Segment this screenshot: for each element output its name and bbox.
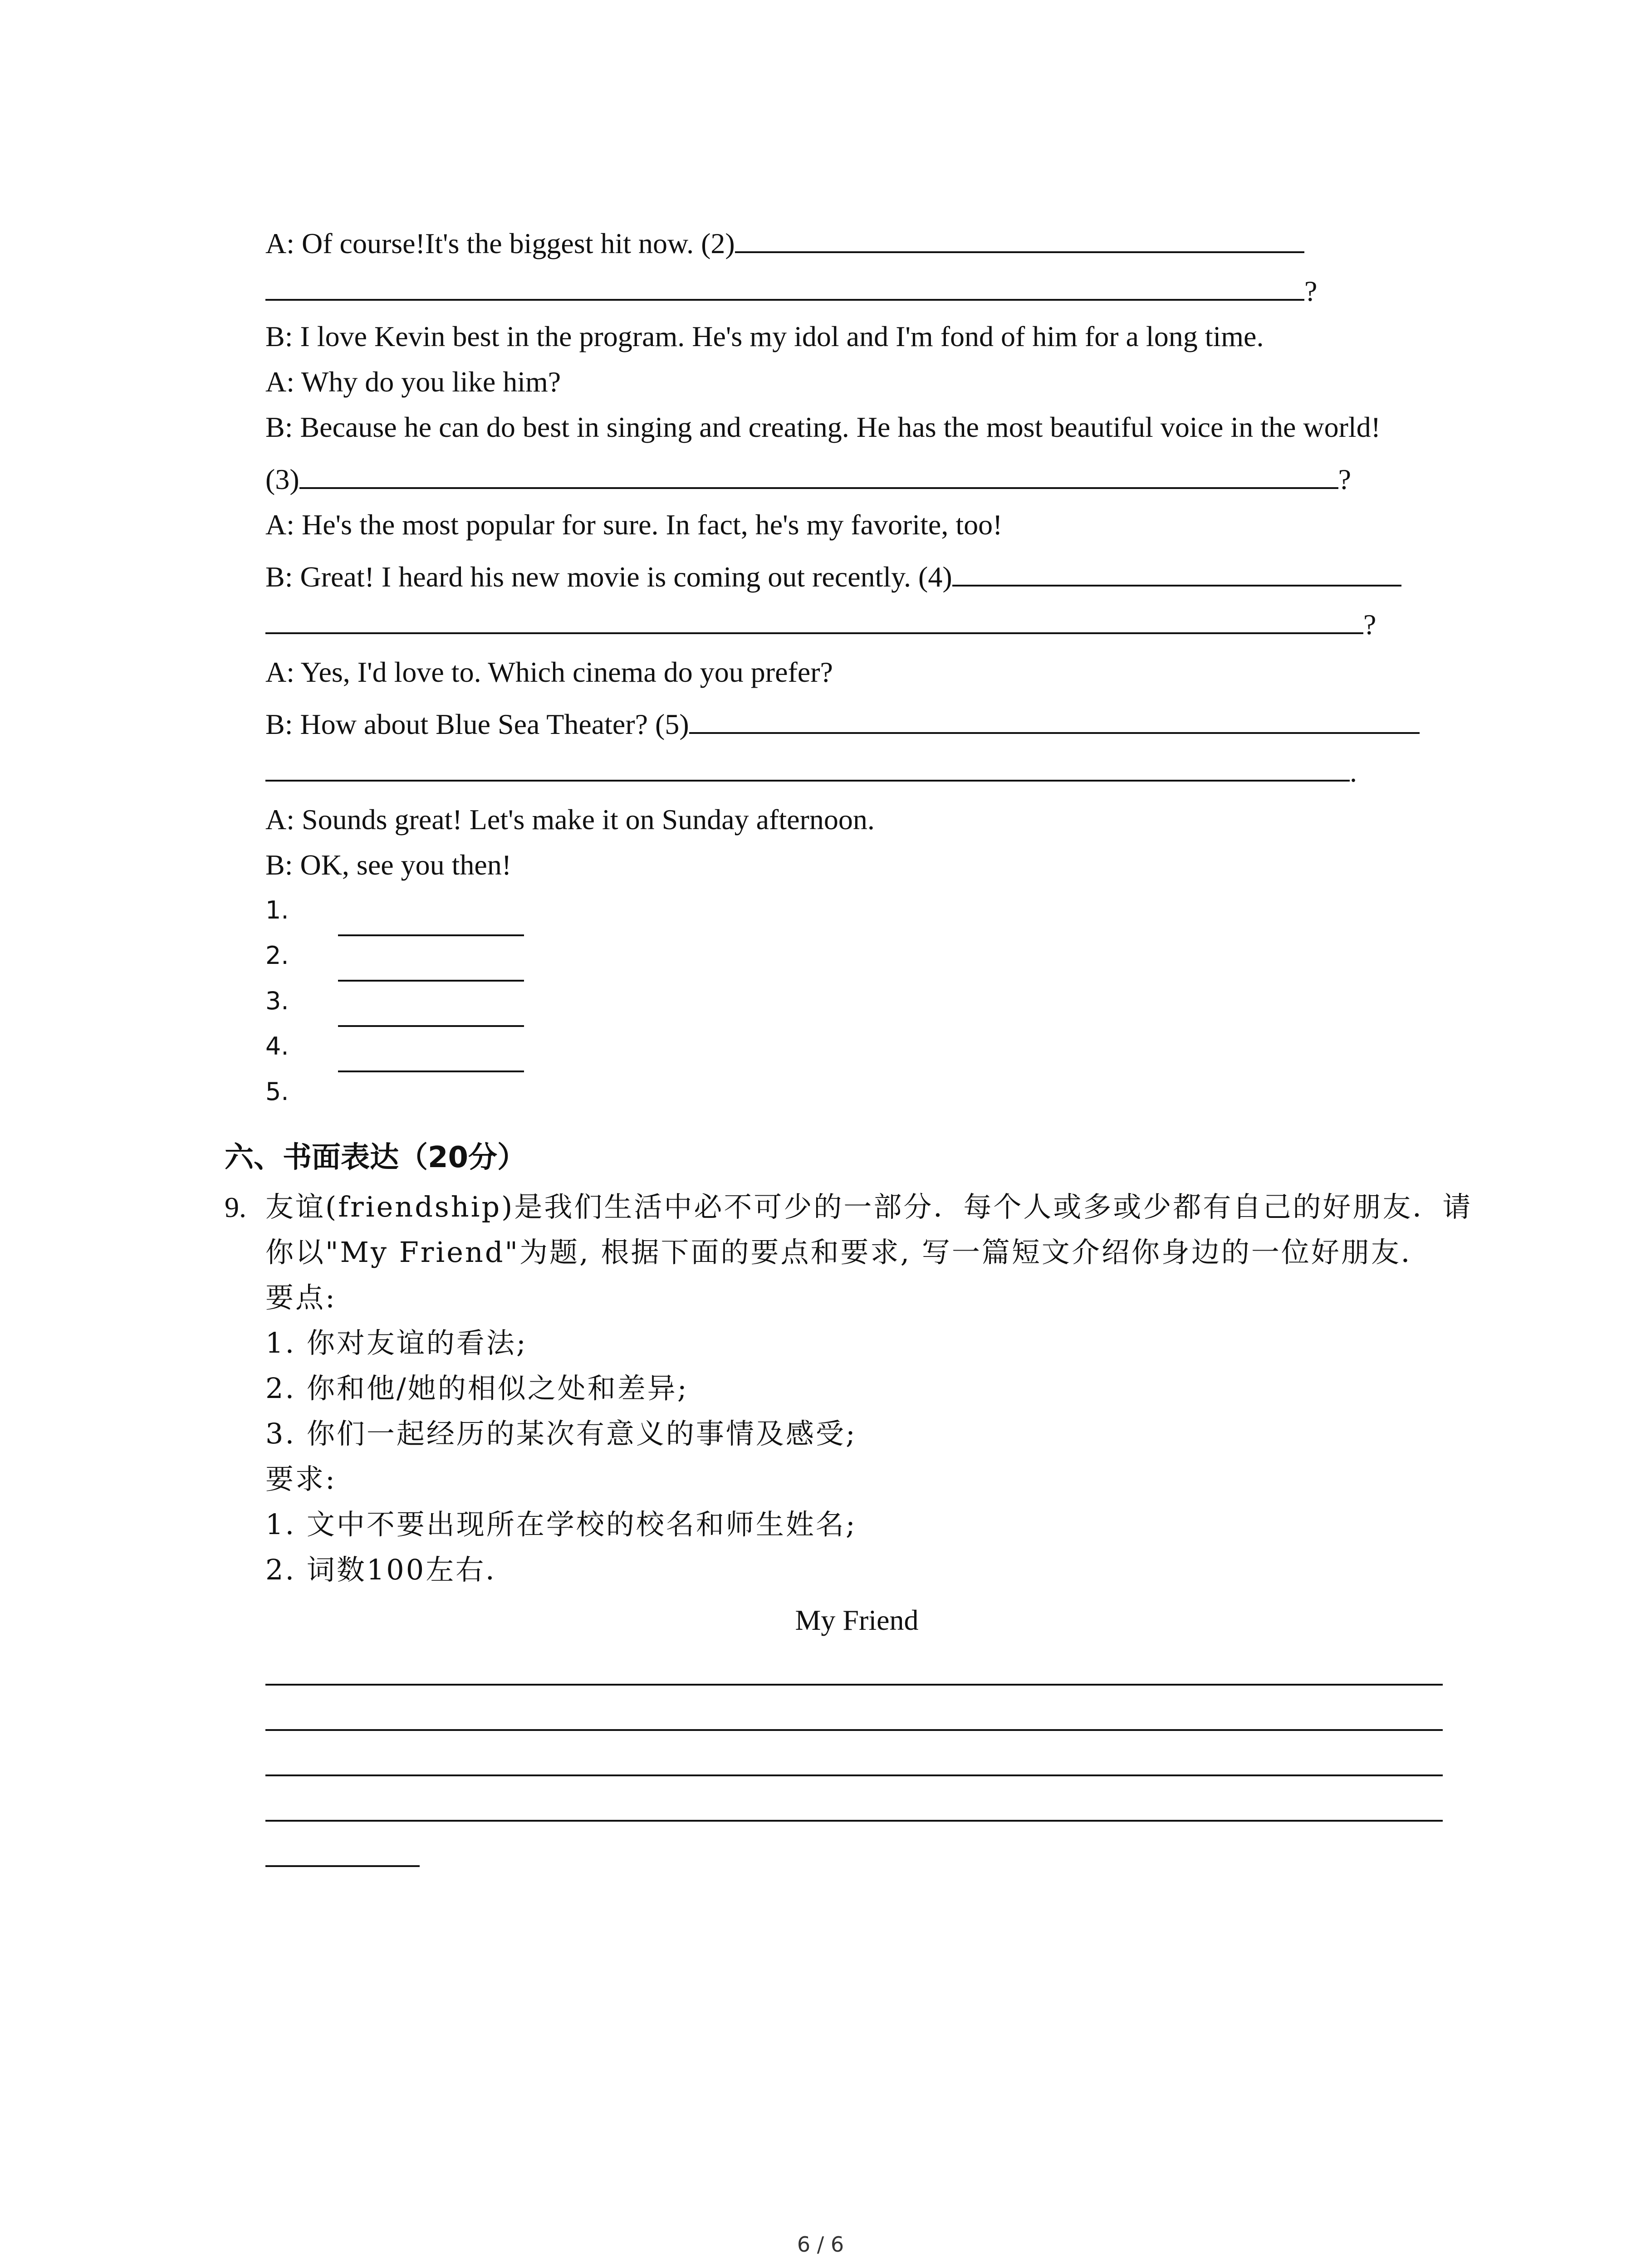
dialogue-line-6: (3) ? <box>265 463 1352 495</box>
answer-label-4: 4. <box>265 1032 289 1061</box>
dialogue-line-4: A: Why do you like him? <box>265 366 561 398</box>
blank-5-cont[interactable] <box>265 755 1350 782</box>
answer-label-5: 5. <box>265 1077 289 1106</box>
point-1: 1. 你对友谊的看法; <box>265 1326 528 1359</box>
page-number: 6 / 6 <box>797 2232 844 2257</box>
answer-blank-3[interactable] <box>338 1025 524 1027</box>
blank-4-cont[interactable] <box>265 608 1363 634</box>
writing-line-4[interactable] <box>265 1820 1443 1822</box>
dialogue-line-1: A: Of course!It's the biggest hit now. (2) <box>265 227 1304 258</box>
points-label: 要点: <box>265 1281 337 1314</box>
blank-4[interactable] <box>952 560 1401 587</box>
answer-label-2: 2. <box>265 941 289 970</box>
answer-blank-4[interactable] <box>338 1070 524 1072</box>
answer-label-3: 3. <box>265 987 289 1015</box>
writing-line-3[interactable] <box>265 1774 1443 1776</box>
question-line-1: 友谊(friendship)是我们生活中必不可少的一部分．每个人或多或少都有自己的好朋友．请 <box>265 1190 1473 1223</box>
section-heading: 六、书面表达（20分） <box>225 1141 527 1174</box>
essay-title: My Friend <box>795 1604 919 1636</box>
question-line-2: 你以"My Friend"为题, 根据下面的要点和要求, 写一篇短文介绍你身边的一位好朋友． <box>265 1236 1431 1269</box>
dialogue-line-3: B: I love Kevin best in the program. He's my idol and I'm fond of him for a long time. <box>265 320 1264 352</box>
dialogue-line-7: A: He's the most popular for sure. In fact, he's my favorite, too! <box>265 508 1003 541</box>
dialogue-line-12: . <box>265 755 1357 787</box>
point-2: 2. 你和他/她的相似之处和差异; <box>265 1372 689 1405</box>
blank-2[interactable] <box>735 227 1304 253</box>
dialogue-line-13: A: Sounds great! Let's make it on Sunday afternoon. <box>265 803 875 836</box>
blank-5[interactable] <box>689 708 1420 734</box>
dialogue-line-2: ? <box>265 274 1317 306</box>
dialogue-line-10: A: Yes, I'd love to. Which cinema do you prefer? <box>265 656 833 688</box>
dialogue-line-9: ? <box>265 608 1376 639</box>
requirements-label: 要求: <box>265 1462 337 1496</box>
requirement-1: 1. 文中不要出现所在学校的校名和师生姓名; <box>265 1508 857 1541</box>
answer-blank-2[interactable] <box>338 980 524 982</box>
blank-2-cont[interactable] <box>265 274 1304 301</box>
writing-line-2[interactable] <box>265 1729 1443 1731</box>
dialogue-line-11: B: How about Blue Sea Theater? (5) <box>265 708 1420 739</box>
point-3: 3. 你们一起经历的某次有意义的事情及感受; <box>265 1417 857 1450</box>
answer-blank-1[interactable] <box>338 934 524 936</box>
dialogue-line-5: B: Because he can do best in singing and creating. He has the most beautiful voice in the world! <box>265 411 1381 443</box>
dialogue-line-8: B: Great! I heard his new movie is coming out recently. (4) <box>265 560 1401 591</box>
requirement-2: 2. 词数100左右． <box>265 1553 516 1586</box>
dialogue-line-14: B: OK, see you then! <box>265 849 512 881</box>
answer-label-1: 1. <box>265 896 289 924</box>
question-number: 9. <box>225 1191 246 1223</box>
blank-3[interactable] <box>299 463 1338 489</box>
writing-line-5[interactable] <box>265 1865 420 1867</box>
writing-line-1[interactable] <box>265 1684 1443 1686</box>
